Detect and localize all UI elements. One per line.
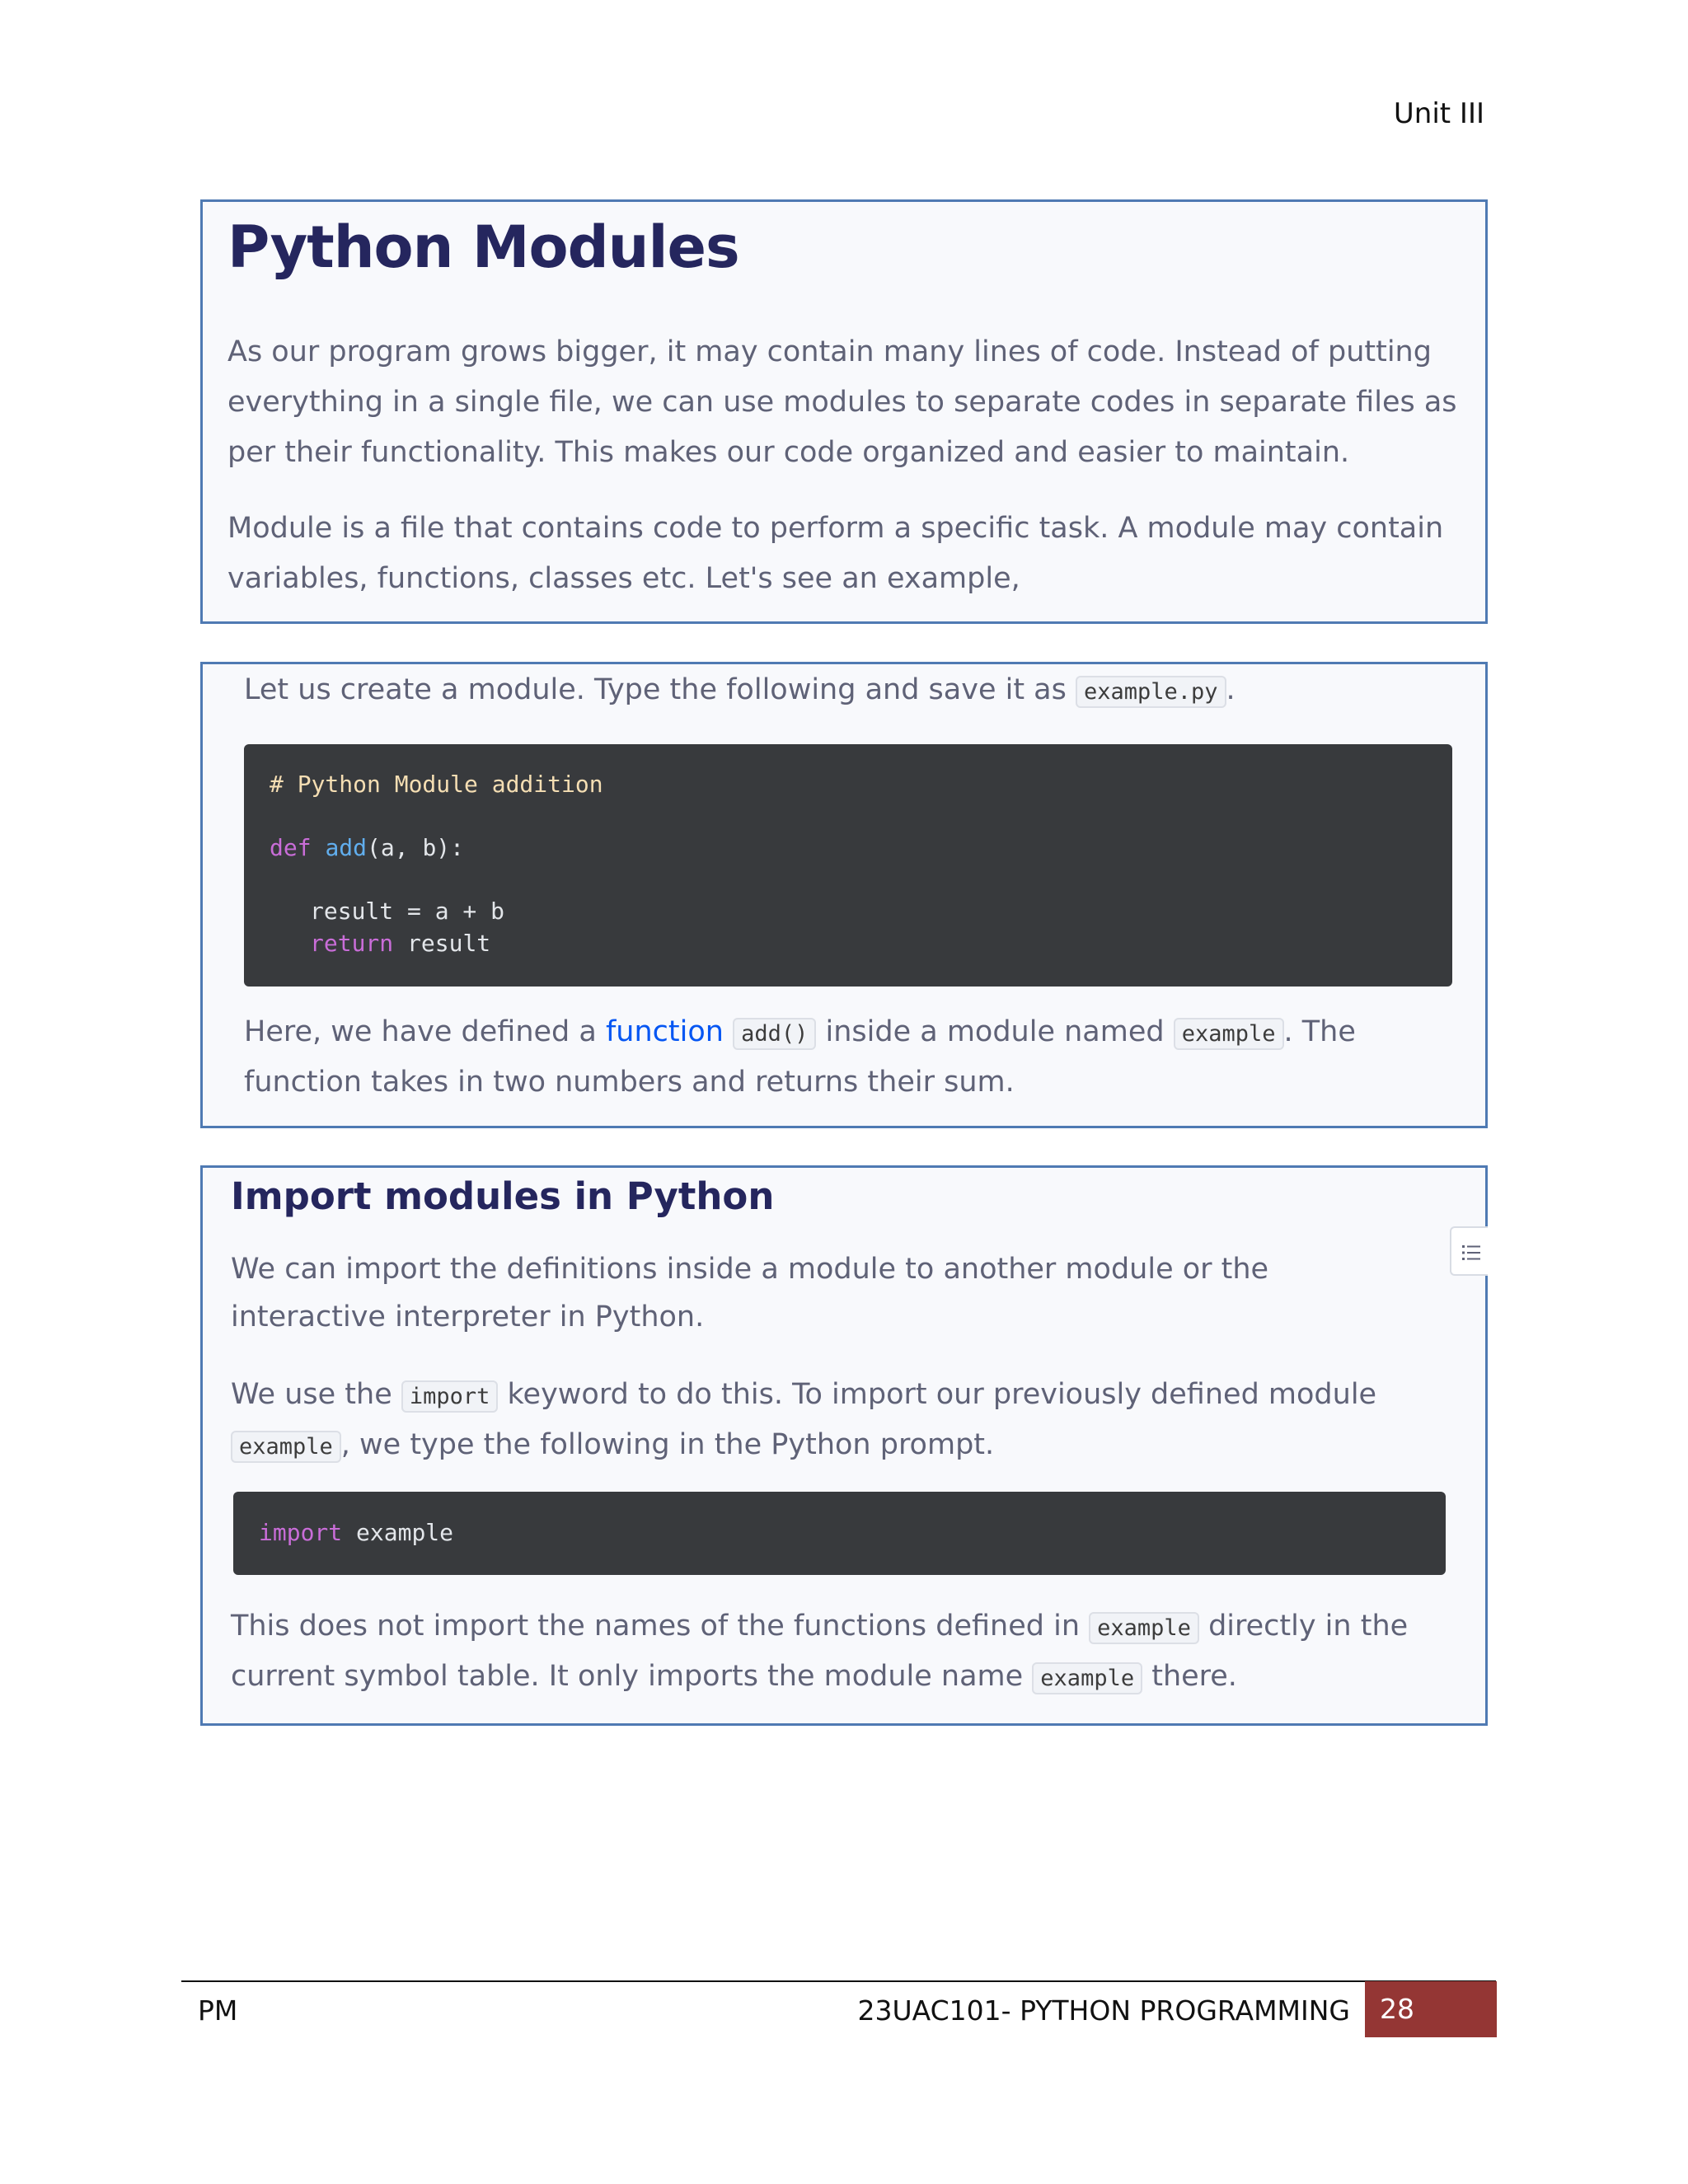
note-text-1: This does not import the names of the functions defined in	[231, 1610, 1090, 1643]
note-text-2: directly in the current symbol table. It only imports the module name	[231, 1610, 1409, 1693]
page-number: 28	[1365, 1981, 1497, 2037]
code-keyword-def: def	[270, 834, 312, 861]
code-function-name: add	[325, 834, 368, 861]
code-import-line	[259, 1519, 453, 1546]
python-modules-section	[200, 199, 1488, 624]
inline-code-example: example	[1089, 1612, 1199, 1644]
footer-author: PM	[198, 1994, 238, 2027]
import-text-3: , we type the following in the Python prompt.	[340, 1428, 995, 1461]
code-return-value: result	[393, 930, 491, 957]
desc-text-1: Here, we have defined a	[244, 1015, 606, 1048]
intro-paragraph: As our program grows bigger, it may contain many lines of code. Instead of putting everything in a single file, we can use modules to separate codes in separate files as per their functionality. This makes our code organized and easier to maintain.	[227, 335, 1457, 469]
code-block-module	[244, 744, 1452, 987]
code-def-line	[270, 834, 464, 861]
import-keyword-paragraph	[231, 1371, 1475, 1471]
inline-code-import: import	[401, 1380, 499, 1413]
code-block-import	[233, 1492, 1446, 1575]
intro-text: Let us create a module. Type the following and save it as	[244, 673, 1076, 706]
import-text-1: We use the	[231, 1378, 401, 1411]
code-keyword-return: return	[310, 930, 394, 957]
page-title: Python Modules	[227, 213, 739, 281]
function-link[interactable]: function	[605, 1015, 724, 1048]
inline-code-filename: example.py	[1076, 676, 1226, 708]
code-comment: # Python Module addition	[270, 771, 603, 798]
section-heading: Import modules in Python	[231, 1174, 775, 1218]
code-def-params: (a, b):	[367, 834, 465, 861]
code-comment-line	[270, 771, 603, 798]
inline-code-example: example	[1032, 1662, 1142, 1694]
import-modules-section	[200, 1165, 1488, 1726]
unit-header: Unit III	[1393, 97, 1484, 130]
create-module-section	[200, 662, 1488, 1128]
code-return-line	[310, 930, 490, 957]
import-text-2: keyword to do this. To import our previously defined module	[498, 1378, 1377, 1411]
module-definition-paragraph: Module is a file that contains code to perform a specific task. A module may contain variables, functions, classes etc. Let's see an example,	[227, 512, 1444, 595]
desc-text-3: . The function takes in two numbers and returns their sum.	[244, 1015, 1356, 1099]
list-icon	[1462, 1244, 1480, 1261]
inline-code-example: example	[231, 1431, 341, 1463]
inline-code-add: add()	[733, 1018, 816, 1050]
code-module-name: example	[342, 1519, 454, 1546]
footer-divider	[181, 1980, 1496, 1982]
intro-period: .	[1226, 673, 1236, 706]
code-keyword-import: import	[259, 1519, 343, 1546]
import-note-paragraph	[231, 1602, 1467, 1703]
table-of-contents-button[interactable]	[1450, 1226, 1488, 1276]
create-module-intro	[244, 666, 1464, 716]
desc-text-2: inside a module named	[816, 1015, 1174, 1048]
code-result-line: result = a + b	[310, 898, 505, 925]
function-description	[244, 1008, 1464, 1106]
footer-course: 23UAC101- PYTHON PROGRAMMING	[857, 1994, 1350, 2027]
import-intro-paragraph: We can import the definitions inside a module to another module or the interactive interpreter in Python.	[231, 1253, 1269, 1333]
inline-code-example: example	[1174, 1018, 1284, 1050]
note-text-3: there.	[1142, 1660, 1237, 1693]
